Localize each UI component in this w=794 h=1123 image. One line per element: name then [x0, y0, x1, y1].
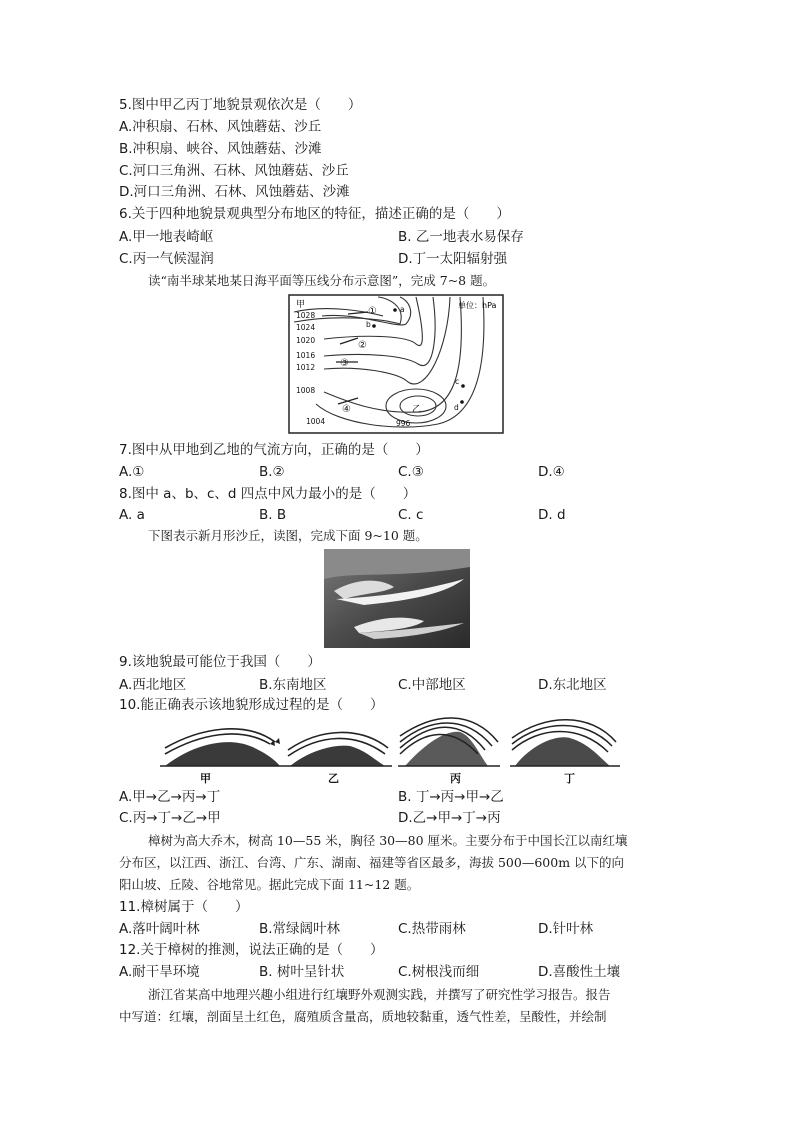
isobar-1020: 1020 [296, 336, 316, 345]
dune-photo [324, 549, 470, 648]
loc-yi: 乙 [412, 405, 422, 415]
diagram-yi [285, 732, 392, 766]
q8-option-c: C. c [398, 507, 424, 523]
diagram-label-yi: 乙 [328, 772, 339, 785]
q12-stem: 12.关于樟树的推测，说法正确的是（ ） [119, 942, 384, 958]
isobar-1024: 1024 [296, 323, 316, 332]
isobar-map [288, 294, 504, 434]
q11-option-b: B.常绿阔叶林 [259, 921, 341, 937]
intro-last-line2: 中写道：红壤，剖面呈土红色，腐殖质含量高，质地较黏重，透气性差，呈酸性，并绘制 [119, 1009, 607, 1024]
q10-stem: 10.能正确表示该地貌形成过程的是（ ） [119, 697, 384, 713]
q12-option-b: B. 树叶呈针状 [259, 964, 345, 980]
q6-option-a: A.甲一地表崎岖 [119, 229, 214, 245]
intro-last-line1: 浙江省某高中地理兴趣小组进行红壤野外观测实践，并撰写了研究性学习报告。报告 [148, 987, 611, 1002]
point-a: a [400, 305, 405, 314]
q10-option-b: B. 丁→丙→甲→乙 [398, 789, 504, 805]
isobar-1012: 1012 [296, 363, 316, 372]
diagram-label-bing: 丙 [450, 772, 461, 785]
q8-stem: 8.图中 a、b、c、d 四点中风力最小的是（ ） [119, 486, 417, 502]
arrow-label-3: ③ [340, 358, 349, 369]
diagram-label-jia: 甲 [200, 772, 211, 785]
q10-option-a: A.甲→乙→丙→丁 [119, 789, 221, 805]
q7-option-b: B.② [259, 464, 285, 480]
diagram-bing [398, 718, 500, 766]
intro-11-12-line1: 樟树为高大乔木，树高 10—55 米，胸径 30—80 厘米。主要分布于中国长江以南红壤 [148, 833, 628, 848]
q9-option-b: B.东南地区 [259, 677, 327, 693]
intro-7-8: 读“南半球某地某日海平面等压线分布示意图”，完成 7~8 题。 [148, 273, 496, 288]
loc-jia: 甲 [296, 300, 306, 310]
q12-option-d: D.喜酸性土壤 [538, 964, 621, 980]
q7-stem: 7.图中从甲地到乙地的气流方向，正确的是（ ） [119, 442, 429, 458]
diagram-ding [510, 720, 620, 766]
intro-9-10: 下图表示新月形沙丘，读图，完成下面 9~10 题。 [148, 528, 428, 543]
isobar-1028: 1028 [296, 311, 316, 320]
q5-option-a: A.冲积扇、石林、风蚀蘑菇、沙丘 [119, 119, 322, 135]
arrow-label-4: ④ [342, 404, 351, 415]
q6-option-c: C.丙一气候湿润 [119, 251, 214, 267]
isobar-1004: 1004 [306, 417, 326, 426]
q7-option-c: C.③ [398, 464, 424, 480]
q12-option-a: A.耐干旱环境 [119, 964, 200, 980]
q11-option-d: D.针叶林 [538, 921, 594, 937]
q10-option-c: C.丙→丁→乙→甲 [119, 810, 221, 826]
intro-11-12-line2: 分布区，以江西、浙江、台湾、广东、湖南、福建等省区最多，海拔 500—600m 以下的向 [119, 855, 625, 870]
intro-11-12-line3: 阳山坡、丘陵、谷地常见。据此完成下面 11~12 题。 [119, 877, 420, 892]
q9-option-a: A.西北地区 [119, 677, 187, 693]
q11-option-a: A.落叶阔叶林 [119, 921, 200, 937]
q7-option-d: D.④ [538, 464, 565, 480]
q6-option-d: D.丁一太阳辐射强 [398, 251, 508, 267]
q5-option-c: C.河口三角洲、石林、风蚀蘑菇、沙丘 [119, 163, 349, 179]
q7-option-a: A.① [119, 464, 145, 480]
q5-stem: 5.图中甲乙丙丁地貌景观依次是（ ） [119, 97, 362, 113]
isobar-996: 996 [396, 419, 411, 428]
diagram-jia [160, 729, 285, 766]
point-b: b [366, 320, 371, 329]
q8-option-d: D. d [538, 507, 566, 523]
q11-stem: 11.樟树属于（ ） [119, 899, 249, 915]
q6-option-b: B. 乙一地表水易保存 [398, 229, 524, 245]
q8-option-b: B. B [259, 507, 287, 523]
q6-stem: 6.关于四种地貌景观典型分布地区的特征，描述正确的是（ ） [119, 206, 510, 222]
dune-formation-diagram [160, 716, 640, 788]
q9-option-d: D.东北地区 [538, 677, 607, 693]
q5-option-b: B.冲积扇、峡谷、风蚀蘑菇、沙滩 [119, 141, 322, 157]
diagram-label-ding: 丁 [564, 772, 575, 785]
q11-option-c: C.热带雨林 [398, 921, 466, 937]
isobar-1016: 1016 [296, 351, 316, 360]
unit-label: 单位：hPa [458, 301, 497, 310]
q12-option-c: C.树根浅而细 [398, 964, 480, 980]
arrow-label-2: ② [358, 340, 367, 351]
q9-stem: 9.该地貌最可能位于我国（ ） [119, 654, 321, 670]
arrow-label-1: ① [368, 306, 377, 317]
q10-option-d: D.乙→甲→丁→丙 [398, 810, 501, 826]
isobar-1008: 1008 [296, 386, 316, 395]
q8-option-a: A. a [119, 507, 145, 523]
q9-option-c: C.中部地区 [398, 677, 466, 693]
q5-option-d: D.河口三角洲、石林、风蚀蘑菇、沙滩 [119, 184, 350, 200]
point-d: d [454, 403, 459, 412]
point-c: c [455, 377, 460, 386]
